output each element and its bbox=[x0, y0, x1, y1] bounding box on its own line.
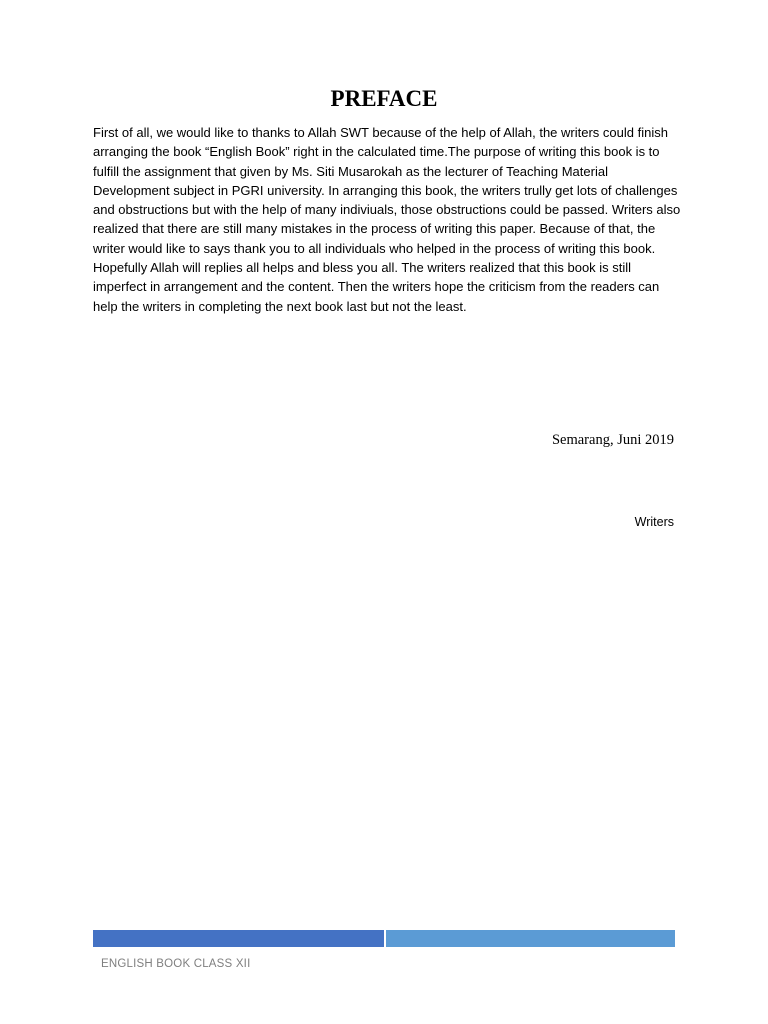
footer-text: ENGLISH BOOK CLASS XII bbox=[101, 958, 251, 970]
page-title: PREFACE bbox=[330, 86, 438, 111]
footer-bar-left-segment bbox=[93, 930, 384, 947]
footer-bar bbox=[93, 930, 675, 947]
footer-bar-right-segment bbox=[386, 930, 675, 947]
place-date: Semarang, Juni 2019 bbox=[551, 432, 674, 448]
preface-body: First of all, we would like to thanks to Allah SWT because of the help of Allah, the writers could finish arranging the book “English Book” right in the calculated time.The purpose of writing this book is to fulfill the assignment that given by Ms. Siti Musarokah as the lecturer of Teaching Material Development subject in PGRI university. In arranging this book, the writers trully get lots of challenges and obstructions but with the help of many indiviuals, those obstructions could be passed. Writers also realized that there are still many mistakes in the process of writing this paper. Because of that, the writer would like to says thank you to all individuals who helped in the process of writing this book. Hopefully Allah will replies all helps and bless you all. The writers realized that this book is still imperfect in arrangement and the content. Then the writers hope the criticism from the readers can help the writers in completing the next book last but not the least. bbox=[93, 125, 681, 314]
signer-name: Writers bbox=[634, 515, 674, 529]
